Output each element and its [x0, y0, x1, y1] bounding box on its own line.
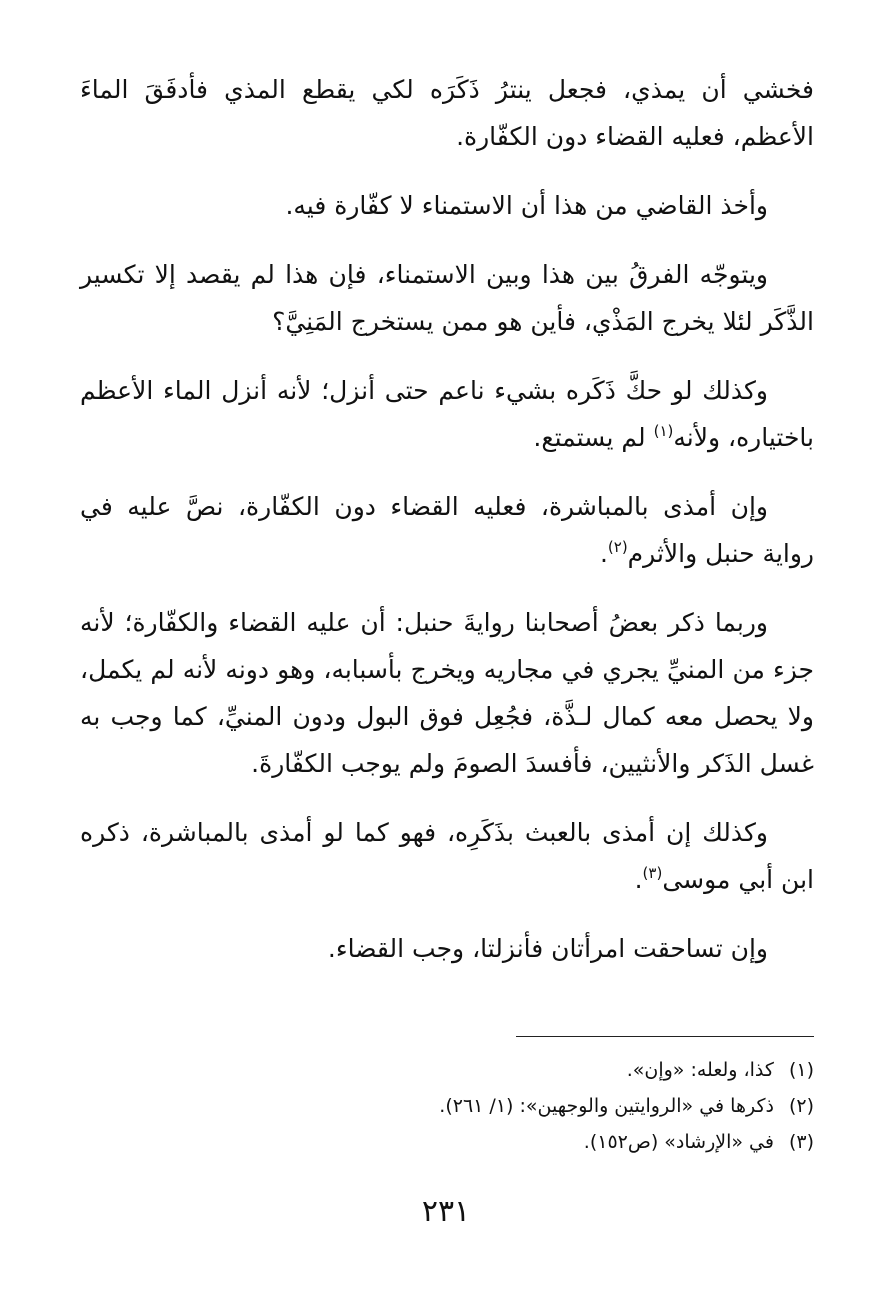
- footnotes: [80, 1052, 814, 1160]
- paragraph-5-text-b: .: [599, 539, 608, 568]
- footnote-number: (٣): [788, 1131, 814, 1153]
- footnote-2: [80, 1088, 814, 1124]
- paragraph-5-text-a: وإن أمذى بالمباشرة، فعليه القضاء دون الكفّارة، نصَّ عليه في رواية حنبل والأثرم: [80, 492, 814, 568]
- footnote-text: ذكرها في «الروايتين والوجهين»: (١/ ٢٦١).: [439, 1095, 774, 1117]
- footnote-3: [80, 1124, 814, 1160]
- footnote-text: كذا، ولعله: «وإن».: [626, 1059, 774, 1081]
- paragraph-5: [80, 483, 814, 577]
- footnote-number: (١): [788, 1059, 814, 1081]
- footnote-divider: [516, 1036, 814, 1037]
- paragraph-2: وأخذ القاضي من هذا أن الاستمناء لا كفّارة فيه.: [285, 191, 768, 220]
- paragraph-1: فخشي أن يمذي، فجعل ينترُ ذَكَرَه لكي يقطع المذي فأدفَقَ الماءَ الأعظم، فعليه القضاء دون الكفّارة.: [80, 75, 814, 151]
- paragraph-7: [80, 809, 814, 903]
- footnote-ref-1: (١): [653, 422, 674, 440]
- paragraph-8: وإن تساحقت امرأتان فأنزلتا، وجب القضاء.: [327, 934, 768, 963]
- paragraph-4: [80, 367, 814, 461]
- paragraph-7-text-b: .: [634, 865, 643, 894]
- paragraph-4-text-b: لم يستمتع.: [533, 423, 654, 452]
- paragraph-7-text-a: وكذلك إن أمذى بالعبث بذَكَرِه، فهو كما لو أمذى بالمباشرة، ذكره ابن أبي موسى: [80, 818, 814, 894]
- paragraph-6: وربما ذكر بعضُ أصحابنا روايةَ حنبل: أن عليه القضاء والكفّارة؛ لأنه جزء من المنيِّ يجري في مجاريه ويخرج بأسبابه، وهو دونه لأنه لم يكمل، ولا يحصل معه كمال لـذَّة، فجُعِل فوق البول ودون المنيِّ، كما وجب به غسل الذَكر والأنثيين، فأفسدَ الصومَ ولم يوجب الكفّارةَ.: [80, 608, 814, 778]
- footnote-number: (٢): [788, 1095, 814, 1117]
- footnote-text: في «الإرشاد» (ص١٥٢).: [583, 1131, 774, 1153]
- footnote-ref-2: (٢): [607, 538, 628, 556]
- footnote-1: [80, 1052, 814, 1088]
- footnote-ref-3: (٣): [642, 864, 663, 882]
- main-text: [80, 66, 814, 994]
- page-number: ٢٣١: [421, 1194, 471, 1229]
- paragraph-3: ويتوجّه الفرقُ بين هذا وبين الاستمناء، فإن هذا لم يقصد إلا تكسير الذَّكَر لئلا يخرج المَذْي، فأين هو ممن يستخرج المَنِيَّ؟: [80, 260, 814, 336]
- paragraph-4-text-a: وكذلك لو حكَّ ذَكَره بشيء ناعم حتى أنزل؛ لأنه أنزل الماء الأعظم باختياره، ولأنه: [80, 376, 814, 452]
